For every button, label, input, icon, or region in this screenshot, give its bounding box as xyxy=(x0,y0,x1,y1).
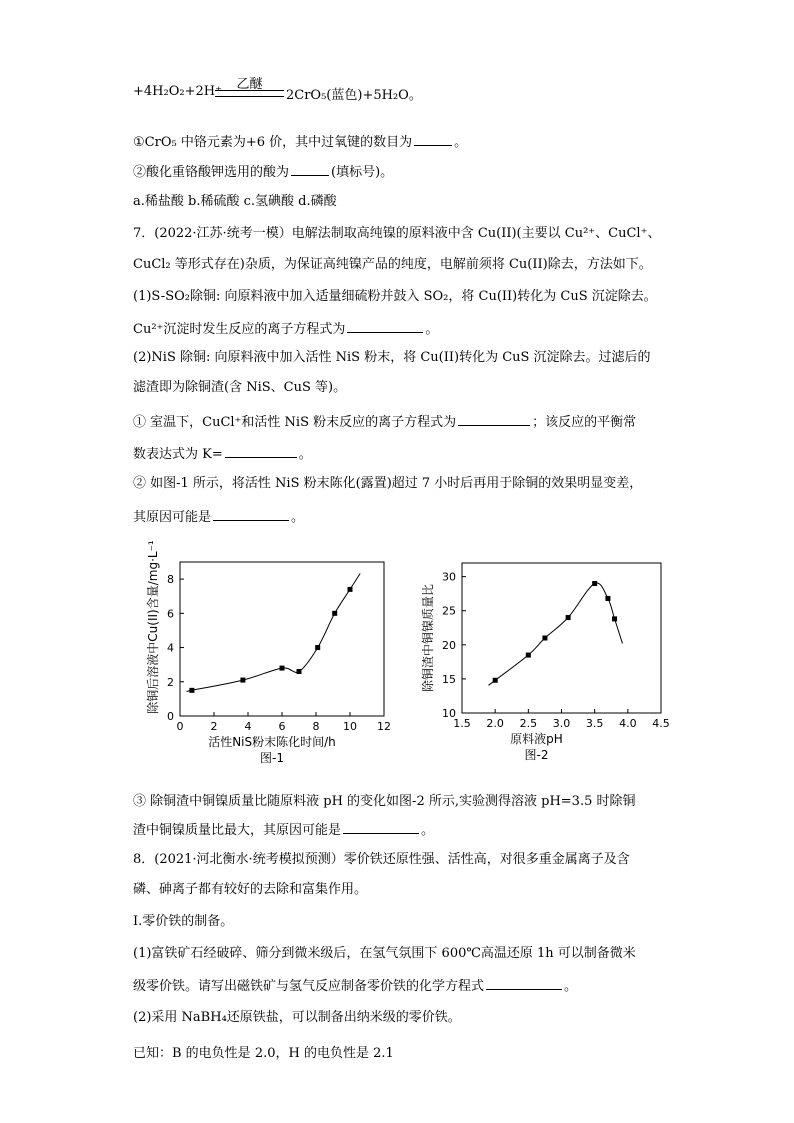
q7-sub3-line2 xyxy=(133,819,434,840)
equation-arrow xyxy=(215,90,284,97)
q6-item2-text: ②酸化重铬酸钾选用的酸为 xyxy=(133,165,290,180)
y-tick-label: 20 xyxy=(442,638,456,652)
figure-2-chart xyxy=(412,560,682,770)
equation-left: +4H₂O₂+2H⁺ xyxy=(133,84,222,99)
y-axis-label: 除铜渣中铜镍质量比 xyxy=(421,583,435,693)
figure-1-chart xyxy=(140,540,400,770)
q8-stem-line2: 磷、砷离子都有较好的去除和富集作用。 xyxy=(133,882,368,897)
q8-stem-line1: 8．(2021·河北衡水·统考模拟预测）零价铁还原性强、活性高，对很多重金属离子及含 xyxy=(133,852,630,867)
q6-item1-text: ①CrO₅ 中铬元素为+6 价，其中过氧键的数目为 xyxy=(133,135,413,150)
q7-sub3-text: 渣中铜镍质量比最大，其原因可能是 xyxy=(133,823,342,838)
x-axis-label: 原料液pH xyxy=(510,732,563,746)
series-line xyxy=(187,573,360,691)
x-tick-label: 4.0 xyxy=(619,717,637,730)
x-tick-label: 8 xyxy=(312,720,320,733)
q7-sub1-text: ① 室温下，CuCl⁺和活性 NiS 粉末反应的离子方程式为 xyxy=(133,415,457,430)
q7-sub1-end: 。 xyxy=(298,447,312,462)
x-tick-label: 2.5 xyxy=(519,717,538,730)
data-point xyxy=(566,615,571,620)
data-point xyxy=(526,653,531,658)
answer-blank[interactable] xyxy=(414,131,452,146)
q7-stem-line2: CuCl₂ 等形式存在)杂质，为保证高纯镍产品的纯度，电解前须将 Cu(II)除去，方法如下。 xyxy=(133,257,652,272)
q7-part1-text: Cu²⁺沉淀时发生反应的离子方程式为 xyxy=(133,322,346,337)
y-tick-label: 25 xyxy=(442,604,456,618)
q7-sub2-end: 。 xyxy=(291,510,305,525)
plot-frame xyxy=(462,563,661,713)
q6-item1 xyxy=(133,131,467,152)
x-tick-label: 2 xyxy=(210,720,218,733)
x-tick-label: 3.5 xyxy=(585,717,604,730)
y-tick-label: 6 xyxy=(167,607,174,621)
plot-frame xyxy=(180,562,384,716)
data-point xyxy=(240,678,245,683)
y-axis-label: 除铜后溶液中Cu(II)含量/mg·L⁻¹ xyxy=(146,540,160,714)
q6-options: a.稀盐酸 b.稀硫酸 c.氢碘酸 d.磷酸 xyxy=(133,194,337,209)
q7-part2-line2: 滤渣即为除铜渣(含 NiS、CuS 等)。 xyxy=(133,380,347,395)
q6-item1-end: 。 xyxy=(454,135,468,150)
q8-known: 已知：B 的电负性是 2.0，H 的电负性是 2.1 xyxy=(133,1046,394,1061)
data-point xyxy=(280,666,285,671)
q7-sub1-text2: ；该反应的平衡常 xyxy=(532,415,637,430)
x-tick-label: 12 xyxy=(377,720,391,733)
answer-blank[interactable] xyxy=(291,161,329,176)
figure-caption: 图-1 xyxy=(260,751,284,765)
q7-sub3-end: 。 xyxy=(421,823,435,838)
y-tick-label: 30 xyxy=(442,570,456,584)
x-tick-label: 4.5 xyxy=(652,717,670,730)
series-line xyxy=(489,583,623,685)
y-tick-label: 0 xyxy=(167,710,174,723)
q8-part1-line1: (1)富铁矿石经破碎、筛分到微米级后，在氢气氛围下 600℃高温还原 1h 可以制备微米 xyxy=(133,946,636,961)
answer-blank[interactable] xyxy=(458,411,530,426)
y-tick-label: 2 xyxy=(167,675,174,689)
x-tick-label: 4 xyxy=(244,720,252,733)
q8-section-title: Ⅰ.零价铁的制备。 xyxy=(133,914,234,929)
y-tick-label: 4 xyxy=(167,641,174,655)
q8-part2: (2)采用 NaBH₄还原铁盐，可以制备出纳米级的零价铁。 xyxy=(133,1010,461,1025)
q7-sub1-line1 xyxy=(133,411,636,432)
q7-sub2-text: 其原因可能是 xyxy=(133,510,212,525)
q7-part1-line1: (1)S-SO₂除铜: 向原料液中加入适量细硫粉并鼓入 SO₂，将 Cu(II)转化为 CuS 沉淀除去。 xyxy=(133,289,657,304)
data-point xyxy=(348,587,353,592)
data-point xyxy=(612,616,617,621)
equation-condition: 乙醚 xyxy=(236,77,263,92)
q7-sub3-line1: ③ 除铜渣中铜镍质量比随原料液 pH 的变化如图-2 所示,实验测得溶液 pH=3.5 时除铜 xyxy=(133,794,636,809)
answer-blank[interactable] xyxy=(347,318,423,333)
x-tick-label: 2.0 xyxy=(486,717,504,730)
x-tick-label: 0 xyxy=(176,720,184,733)
q8-part1-text: 级零价铁。请写出磁铁矿与氢气反应制备零价铁的化学方程式 xyxy=(133,979,485,994)
q6-item2-end: (填标号)。 xyxy=(331,165,394,180)
q6-item2 xyxy=(133,161,393,182)
data-point xyxy=(542,636,547,641)
q7-sub2-line1: ② 如图-1 所示，将活性 NiS 粉末陈化(露置)超过 7 小时后再用于除铜的效果明显变差， xyxy=(133,476,643,491)
x-tick-label: 6 xyxy=(278,720,286,733)
answer-blank[interactable] xyxy=(213,506,289,521)
data-point xyxy=(315,645,320,650)
data-point xyxy=(332,611,337,616)
y-tick-label: 8 xyxy=(167,573,174,587)
data-point xyxy=(592,581,597,586)
figure-caption: 图-2 xyxy=(524,748,549,762)
q7-sub2-line2 xyxy=(133,506,304,527)
x-axis-label: 活性NiS粉末陈化时间/h xyxy=(208,735,336,749)
equation-right: 2CrO₅(蓝色)+5H₂O。 xyxy=(286,88,422,103)
data-point xyxy=(189,688,194,693)
answer-blank[interactable] xyxy=(225,443,297,458)
x-tick-label: 3.0 xyxy=(552,717,571,730)
q8-part1-end: 。 xyxy=(564,979,578,994)
q7-stem-line1: 7．(2022·江苏·统考一模）电解法制取高纯镍的原料液中含 Cu(II)(主要以 Cu²⁺、CuCl⁺、 xyxy=(133,226,661,241)
q7-part1-end: 。 xyxy=(425,322,439,337)
data-point xyxy=(493,678,498,683)
q7-part2-line1: (2)NiS 除铜: 向原料液中加入活性 NiS 粉末，将 Cu(II)转化为 CuS 沉淀除去。过滤后的 xyxy=(133,350,651,365)
x-tick-label: 1.5 xyxy=(453,717,471,730)
q7-sub1-line2 xyxy=(133,443,312,464)
data-point xyxy=(605,596,610,601)
q7-part1-line2 xyxy=(133,318,438,339)
q8-part1-line2 xyxy=(133,975,577,996)
q7-sub1-k-text: 数表达式为 K= xyxy=(133,447,223,462)
y-tick-label: 10 xyxy=(442,707,456,720)
data-point xyxy=(297,669,302,674)
y-tick-label: 15 xyxy=(442,672,456,686)
x-tick-label: 10 xyxy=(343,720,357,733)
answer-blank[interactable] xyxy=(486,975,562,990)
answer-blank[interactable] xyxy=(343,819,419,834)
